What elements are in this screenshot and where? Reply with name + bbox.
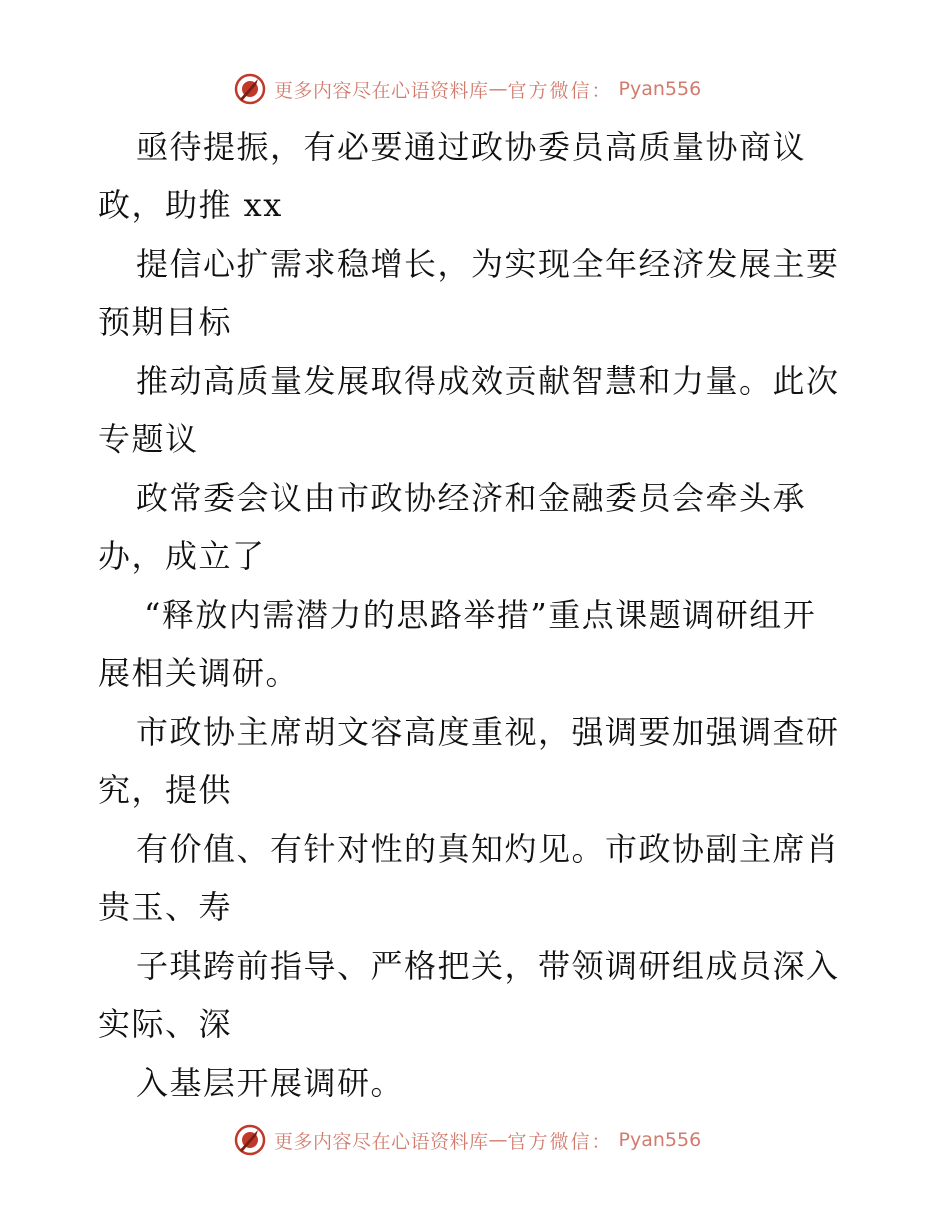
body-line-11: 市政协主席胡文容高度重视，强调要加强调查研 [136, 713, 840, 751]
footer-watermark-banner [234, 1123, 701, 1157]
body-line-14: 贵玉、寿 [98, 888, 233, 926]
banner-handle: Pyan556 [618, 1129, 702, 1151]
body-line-5: 推动高质量发展取得成效贡献智慧和力量。此次 [136, 362, 840, 400]
banner-text-main: 更多内容尽在心语资料库 [274, 79, 489, 102]
body-line-1: 亟待提振，有必要通过政协委员高质量协商议 [136, 128, 807, 166]
banner-text-official: 官方微信： [507, 79, 613, 102]
body-line-4: 预期目标 [98, 303, 233, 341]
body-line-2: 政，助推 xx [98, 186, 283, 224]
banner-handle: Pyan556 [618, 78, 702, 100]
body-line-15: 子琪跨前指导、严格把关，带领调研组成员深入 [136, 947, 840, 985]
banner-text-main: 更多内容尽在心语资料库 [274, 1130, 489, 1153]
body-line-8: 办，成立了 [98, 537, 266, 575]
banner-separator: — [488, 78, 508, 100]
body-line-12: 究，提供 [98, 771, 233, 809]
body-line-9: “释放内需潜力的思路举措”重点课题调研组开 [144, 596, 817, 634]
body-line-17: 入基层开展调研。 [136, 1064, 405, 1102]
body-line-13: 有价值、有针对性的真知灼见。市政协副主席肖 [136, 830, 840, 868]
banner-text-official: 官方微信： [507, 1130, 613, 1153]
banner-separator: — [488, 1129, 508, 1151]
body-line-6: 专题议 [98, 420, 199, 458]
wechat-logo-icon [234, 1124, 266, 1156]
body-line-7: 政常委会议由市政协经济和金融委员会牵头承 [136, 479, 807, 517]
body-line-3: 提信心扩需求稳增长，为实现全年经济发展主要 [136, 245, 840, 283]
body-line-16: 实际、深 [98, 1005, 233, 1043]
body-line-10: 展相关调研。 [98, 654, 300, 692]
